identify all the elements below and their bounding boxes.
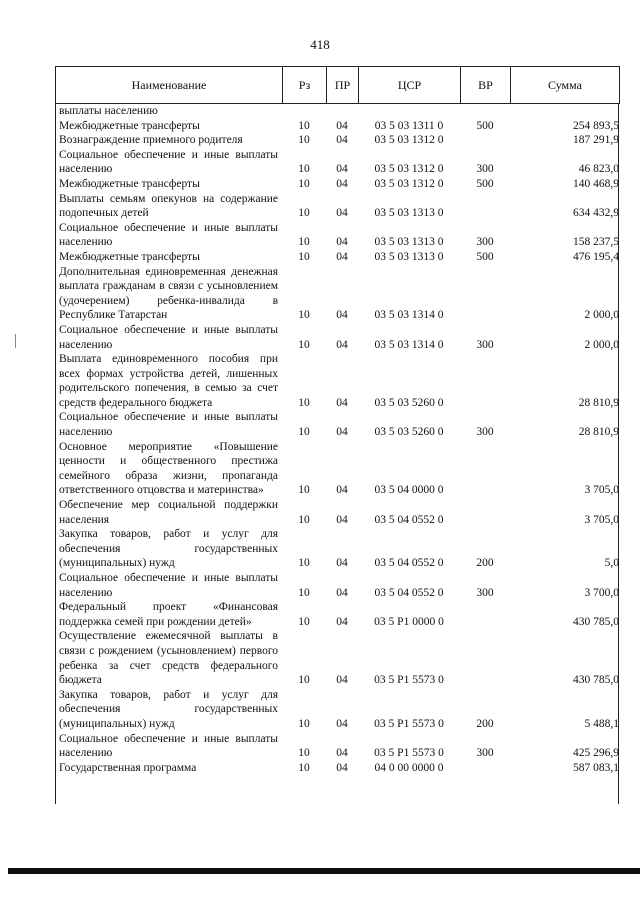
row-name: Основное мероприятие «Повышение ценности и общественного престижа семейного образа жизни, пропаганда ответственного отцовства и материнства» (59, 440, 278, 497)
row-sum: 187 291,9 (573, 134, 619, 147)
row-name: Федеральный проект «Финансовая поддержка семей при рождении детей» (59, 601, 278, 628)
row-name: Закупка товаров, работ и услуг для обеспечения государственных (муниципальных) нужд (59, 528, 278, 570)
row-name: Выплата единовременного пособия при всех формах устройства детей, лишенных родительского попечения, в семью за счет средств федерального бюджета (59, 353, 278, 409)
margin-mark (15, 334, 16, 348)
row-pr: 04 (336, 119, 348, 132)
table-row (55, 732, 619, 761)
row-rz: 10 (298, 177, 310, 190)
row-vr: 300 (476, 747, 494, 760)
row-vr: 300 (476, 338, 494, 351)
table-row (55, 177, 619, 192)
row-name: Вознаграждение приемного родителя (59, 134, 243, 147)
row-sum: 140 468,9 (573, 177, 619, 190)
row-sum: 3 705,0 (584, 513, 619, 526)
table-body (55, 104, 619, 775)
table-row (55, 688, 619, 732)
row-csr: 03 5 P1 5573 0 (374, 747, 444, 760)
row-name: Межбюджетные трансферты (59, 119, 200, 132)
row-rz: 10 (298, 426, 310, 439)
page-number: 418 (310, 37, 330, 52)
table-row (55, 104, 619, 119)
row-name: Межбюджетные трансферты (59, 177, 200, 190)
row-name: Социальное обеспечение и иные выплаты населению (59, 572, 278, 599)
row-name: Межбюджетные трансферты (59, 250, 200, 263)
row-pr: 04 (336, 163, 348, 176)
row-pr: 04 (336, 177, 348, 190)
row-name: Социальное обеспечение и иные выплаты населению (59, 411, 278, 439)
row-sum: 2 000,0 (584, 309, 619, 322)
row-csr: 03 5 03 1312 0 (374, 177, 444, 190)
header-sum: Сумма (511, 67, 620, 104)
row-pr: 04 (336, 674, 348, 687)
row-rz: 10 (298, 484, 310, 497)
row-name: Социальное обеспечение и иные выплаты населению (59, 221, 278, 249)
row-pr: 04 (336, 396, 348, 409)
row-name: Государственная программа (59, 761, 197, 774)
row-sum: 254 893,5 (573, 119, 619, 132)
row-rz: 10 (298, 309, 310, 322)
row-csr: 03 5 04 0000 0 (374, 484, 444, 497)
row-rz: 10 (298, 747, 310, 760)
row-rz: 10 (298, 615, 310, 628)
row-pr: 04 (336, 426, 348, 439)
row-rz: 10 (298, 134, 310, 147)
row-sum: 587 083,1 (573, 761, 619, 774)
row-name: Социальное обеспечение и иные выплаты населению (59, 148, 278, 176)
row-pr: 04 (336, 338, 348, 351)
row-rz: 10 (298, 674, 310, 687)
row-csr: 03 5 03 1312 0 (374, 163, 444, 176)
row-pr: 04 (336, 615, 348, 628)
header-vr: ВР (461, 67, 511, 104)
header-csr: ЦСР (359, 67, 461, 104)
row-csr: 03 5 04 0552 0 (374, 513, 444, 526)
row-rz: 10 (298, 513, 310, 526)
table-row (55, 250, 619, 265)
row-sum: 634 432,9 (573, 207, 619, 220)
row-csr: 04 0 00 0000 0 (374, 761, 444, 774)
row-pr: 04 (336, 236, 348, 249)
row-pr: 04 (336, 557, 348, 570)
row-rz: 10 (298, 250, 310, 263)
row-csr: 03 5 03 5260 0 (374, 426, 444, 439)
row-sum: 430 785,0 (573, 615, 619, 628)
row-pr: 04 (336, 484, 348, 497)
row-vr: 500 (476, 177, 494, 190)
row-rz: 10 (298, 163, 310, 176)
row-vr: 500 (476, 250, 494, 263)
row-rz: 10 (298, 586, 310, 599)
row-sum: 2 000,0 (584, 338, 619, 351)
table-row (55, 192, 619, 221)
row-name: Закупка товаров, работ и услуг для обеспечения государственных (муниципальных) нужд (59, 688, 278, 730)
row-vr: 300 (476, 236, 494, 249)
table-row (55, 761, 619, 776)
table-header (55, 66, 620, 104)
row-name: Социальное обеспечение и иные выплаты населению (59, 323, 278, 351)
row-csr: 03 5 P1 5573 0 (374, 674, 444, 687)
header-name: Наименование (56, 67, 283, 104)
row-rz: 10 (298, 761, 310, 774)
row-sum: 425 296,9 (573, 747, 619, 760)
row-csr: 03 5 03 1313 0 (374, 207, 444, 220)
row-csr: 03 5 03 1313 0 (374, 236, 444, 249)
row-sum: 28 810,9 (578, 426, 619, 439)
table-row (55, 498, 619, 527)
row-vr: 500 (476, 119, 494, 132)
row-vr: 200 (476, 557, 494, 570)
row-pr: 04 (336, 134, 348, 147)
row-sum: 46 823,0 (578, 163, 619, 176)
row-name: Выплаты семьям опекунов на содержание подопечных детей (59, 192, 278, 220)
header-rz: Рз (283, 67, 327, 104)
row-csr: 03 5 03 1311 0 (374, 119, 444, 132)
row-name: Осуществление ежемесячной выплаты в связи с рождением (усыновлением) первого ребенка за счет средств федерального бюджета (59, 630, 278, 687)
table-row (55, 265, 619, 323)
table-row (55, 600, 619, 629)
table-row (55, 527, 619, 571)
row-sum: 476 195,4 (573, 250, 619, 263)
row-csr: 03 5 P1 5573 0 (374, 717, 444, 730)
row-sum: 3 705,0 (584, 484, 619, 497)
row-vr: 200 (476, 717, 494, 730)
table-row (55, 571, 619, 600)
row-rz: 10 (298, 119, 310, 132)
row-vr: 300 (476, 163, 494, 176)
row-sum: 3 700,0 (584, 586, 619, 599)
scan-edge-bar (8, 868, 640, 874)
table-row (55, 133, 619, 148)
row-vr: 300 (476, 586, 494, 599)
row-csr: 03 5 03 1314 0 (374, 309, 444, 322)
row-csr: 03 5 03 5260 0 (374, 396, 444, 409)
row-pr: 04 (336, 717, 348, 730)
table-row (55, 629, 619, 687)
table-row (55, 148, 619, 177)
row-sum: 28 810,9 (578, 396, 619, 409)
row-rz: 10 (298, 396, 310, 409)
table-row (55, 119, 619, 134)
row-sum: 5 488,1 (584, 717, 619, 730)
table-row (55, 440, 619, 498)
table-row (55, 410, 619, 439)
row-csr: 03 5 04 0552 0 (374, 586, 444, 599)
row-rz: 10 (298, 338, 310, 351)
row-name: Социальное обеспечение и иные выплаты населению (59, 732, 278, 760)
row-name: выплаты населению (59, 105, 158, 117)
budget-table (55, 66, 619, 826)
row-csr: 03 5 P1 0000 0 (374, 615, 444, 628)
row-pr: 04 (336, 586, 348, 599)
row-csr: 03 5 03 1312 0 (374, 134, 444, 147)
row-sum: 5,0 (604, 557, 619, 570)
table-row (55, 323, 619, 352)
row-pr: 04 (336, 207, 348, 220)
row-pr: 04 (336, 761, 348, 774)
row-vr: 300 (476, 426, 494, 439)
row-rz: 10 (298, 717, 310, 730)
row-pr: 04 (336, 250, 348, 263)
row-rz: 10 (298, 207, 310, 220)
row-pr: 04 (336, 309, 348, 322)
row-csr: 03 5 03 1314 0 (374, 338, 444, 351)
row-name: Обеспечение мер социальной поддержки населения (59, 499, 278, 526)
row-sum: 158 237,5 (573, 236, 619, 249)
row-name: Дополнительная единовременная денежная выплата гражданам в связи с усыновлением (удочерением) ребенка-инвалида в Республике Татарстан (59, 265, 278, 322)
row-csr: 03 5 04 0552 0 (374, 557, 444, 570)
row-pr: 04 (336, 513, 348, 526)
row-rz: 10 (298, 236, 310, 249)
header-pr: ПР (327, 67, 359, 104)
row-pr: 04 (336, 747, 348, 760)
table-row (55, 221, 619, 250)
row-rz: 10 (298, 557, 310, 570)
row-sum: 430 785,0 (573, 674, 619, 687)
row-csr: 03 5 03 1313 0 (374, 250, 444, 263)
table-row (55, 352, 619, 410)
